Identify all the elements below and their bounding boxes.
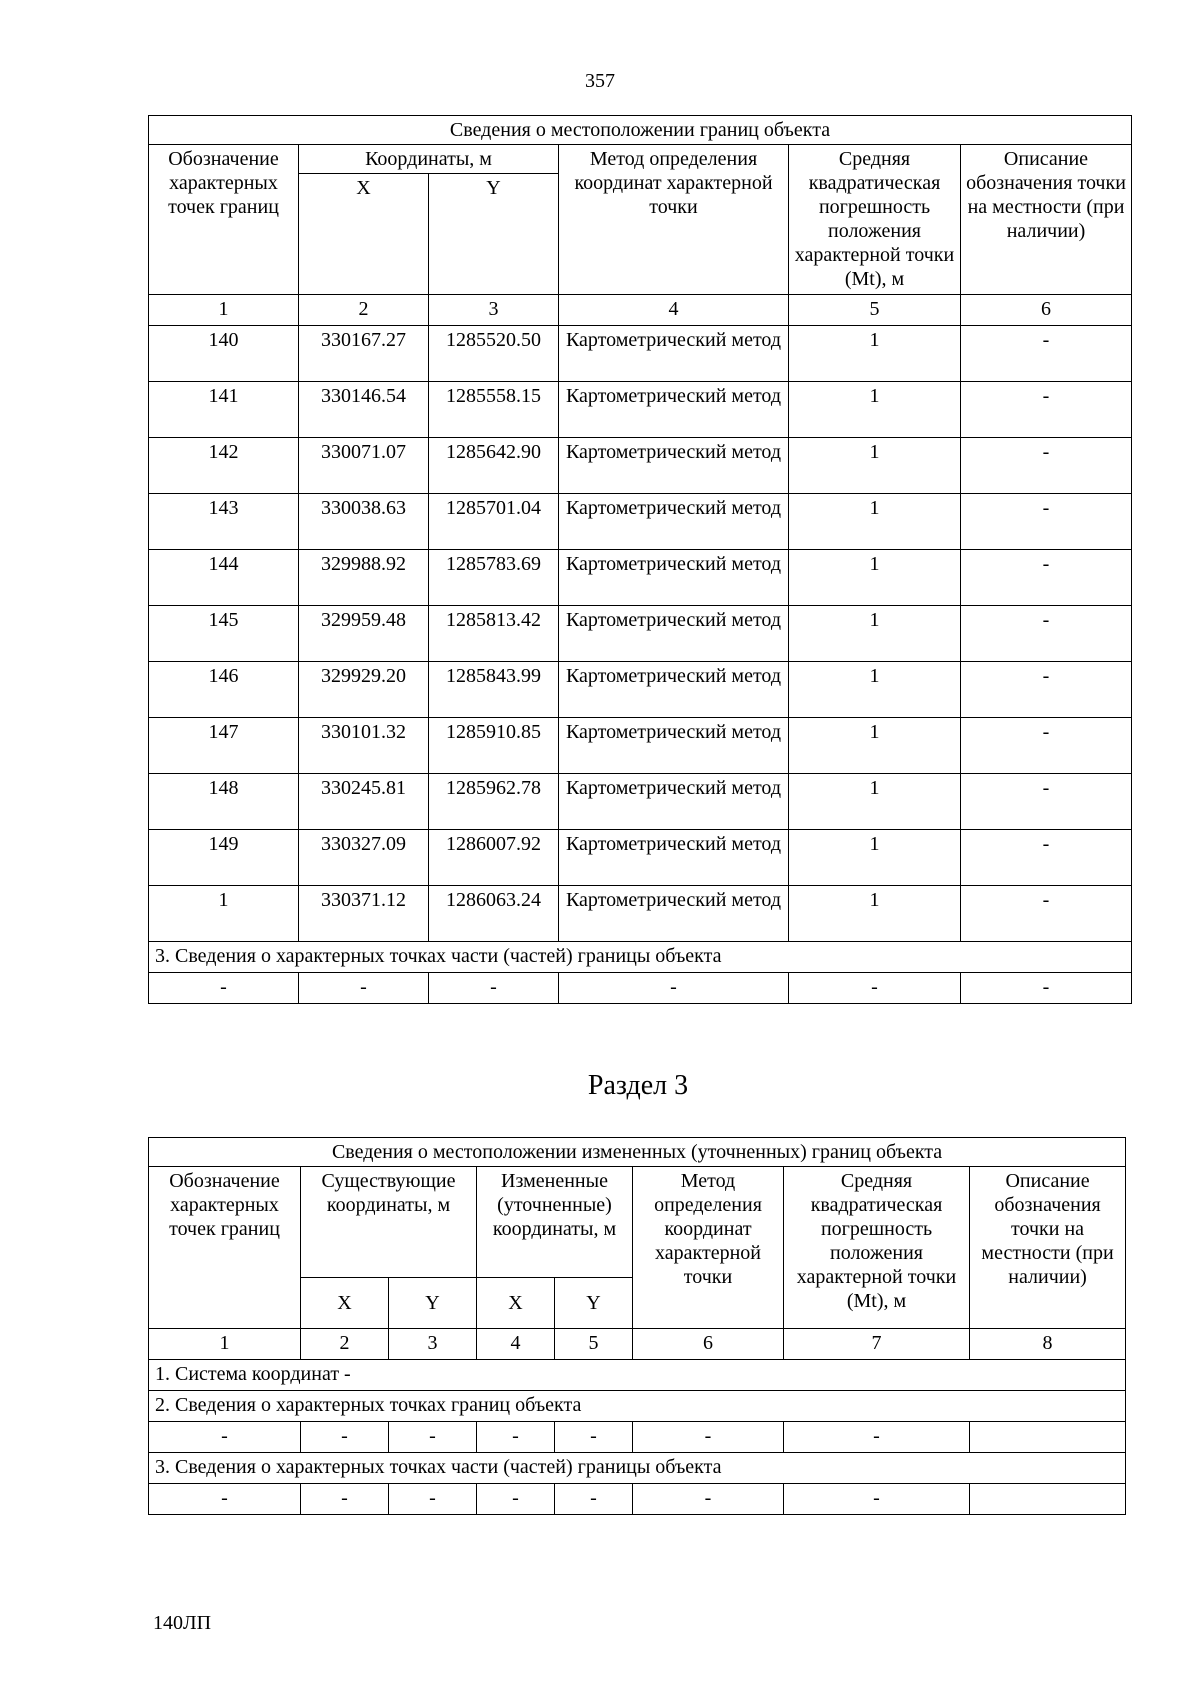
point-number-cell: 141: [149, 382, 299, 438]
error-cell: 1: [789, 718, 961, 774]
y-coordinate-cell: 1285783.69: [429, 550, 559, 606]
x-coordinate-cell: 330071.07: [299, 438, 429, 494]
table-cell: -: [149, 1422, 301, 1453]
y-coordinate-cell: 1285642.90: [429, 438, 559, 494]
y-coordinate-cell: 1285962.78: [429, 774, 559, 830]
column-number: 6: [961, 295, 1132, 326]
table-cell: -: [633, 1484, 784, 1515]
method-cell: Картометрический метод: [559, 550, 789, 606]
changed-boundary-table: [148, 1137, 1126, 1515]
coordinate-system-heading: 1. Система координат -: [149, 1360, 1126, 1391]
section-title: Раздел 3: [587, 1070, 689, 1101]
description-cell: -: [961, 438, 1132, 494]
point-number-cell: 145: [149, 606, 299, 662]
table-cell: -: [559, 973, 789, 1004]
header-changed-y: Y: [555, 1278, 633, 1329]
table-title: Сведения о местоположении измененных (уточненных) границ объекта: [149, 1138, 1126, 1167]
table-cell: -: [789, 973, 961, 1004]
boundary-location-table: [148, 115, 1132, 1004]
header-x: X: [299, 174, 429, 295]
header-existing-x: X: [301, 1278, 389, 1329]
header-description: Описание обозначения точки на местности (при наличии): [961, 145, 1132, 295]
y-coordinate-cell: 1285558.15: [429, 382, 559, 438]
description-cell: -: [961, 326, 1132, 382]
table-cell: -: [389, 1484, 477, 1515]
column-number: 2: [299, 295, 429, 326]
x-coordinate-cell: 329959.48: [299, 606, 429, 662]
parts-section-heading: 3. Сведения о характерных точках части (частей) границы объекта: [149, 942, 1132, 973]
header-designation: Обозначение характерных точек границ: [149, 1167, 301, 1329]
column-number: 1: [149, 295, 299, 326]
column-number: 2: [301, 1329, 389, 1360]
header-description: Описание обозначения точки на местности (при наличии): [970, 1167, 1126, 1329]
point-number-cell: 144: [149, 550, 299, 606]
table-row: [149, 438, 1132, 494]
header-existing-y: Y: [389, 1278, 477, 1329]
method-cell: Картометрический метод: [559, 886, 789, 942]
column-number: 8: [970, 1329, 1126, 1360]
x-coordinate-cell: 329988.92: [299, 550, 429, 606]
error-cell: 1: [789, 830, 961, 886]
x-coordinate-cell: 330146.54: [299, 382, 429, 438]
x-coordinate-cell: 330371.12: [299, 886, 429, 942]
header-method: Метод определения координат характерной точки: [633, 1167, 784, 1329]
table-cell: -: [429, 973, 559, 1004]
table-row: [149, 886, 1132, 942]
error-cell: 1: [789, 550, 961, 606]
y-coordinate-cell: 1286007.92: [429, 830, 559, 886]
column-number: 5: [555, 1329, 633, 1360]
description-cell: -: [961, 382, 1132, 438]
description-cell: -: [961, 886, 1132, 942]
description-cell: -: [961, 494, 1132, 550]
point-number-cell: 142: [149, 438, 299, 494]
x-coordinate-cell: 330038.63: [299, 494, 429, 550]
table-cell: -: [633, 1422, 784, 1453]
header-error: Средняя квадратическая погрешность положения характерной точки (Mt), м: [784, 1167, 970, 1329]
column-number: 4: [559, 295, 789, 326]
parts-section-heading: 3. Сведения о характерных точках части (частей) границы объекта: [149, 1453, 1126, 1484]
table-title: Сведения о местоположении границ объекта: [149, 116, 1132, 145]
column-number: 4: [477, 1329, 555, 1360]
method-cell: Картометрический метод: [559, 326, 789, 382]
point-number-cell: 146: [149, 662, 299, 718]
description-cell: -: [961, 662, 1132, 718]
page-number: 357: [585, 70, 615, 92]
table-cell: -: [784, 1484, 970, 1515]
header-error: Средняя квадратическая погрешность положения характерной точки (Mt), м: [789, 145, 961, 295]
table-row: [149, 774, 1132, 830]
column-number: 7: [784, 1329, 970, 1360]
table-cell: -: [961, 973, 1132, 1004]
y-coordinate-cell: 1285813.42: [429, 606, 559, 662]
table-cell: -: [301, 1484, 389, 1515]
header-designation: Обозначение характерных точек границ: [149, 145, 299, 295]
method-cell: Картометрический метод: [559, 718, 789, 774]
column-number: 6: [633, 1329, 784, 1360]
y-coordinate-cell: 1286063.24: [429, 886, 559, 942]
point-number-cell: 143: [149, 494, 299, 550]
table-cell: -: [389, 1422, 477, 1453]
header-changed-coordinates: Измененные (уточненные) координаты, м: [477, 1167, 633, 1278]
table-row: [149, 662, 1132, 718]
header-existing-coordinates: Существующие координаты, м: [301, 1167, 477, 1278]
table-row: [149, 326, 1132, 382]
x-coordinate-cell: 330101.32: [299, 718, 429, 774]
table-cell: -: [555, 1484, 633, 1515]
table-cell: [970, 1484, 1126, 1515]
table-cell: -: [149, 973, 299, 1004]
point-number-cell: 148: [149, 774, 299, 830]
column-number: 3: [429, 295, 559, 326]
point-number-cell: 140: [149, 326, 299, 382]
column-number: 5: [789, 295, 961, 326]
point-number-cell: 149: [149, 830, 299, 886]
error-cell: 1: [789, 438, 961, 494]
footer-code: 140ЛП: [153, 1612, 212, 1634]
x-coordinate-cell: 330167.27: [299, 326, 429, 382]
table-row: [149, 718, 1132, 774]
table-cell: -: [784, 1422, 970, 1453]
method-cell: Картометрический метод: [559, 606, 789, 662]
description-cell: -: [961, 718, 1132, 774]
error-cell: 1: [789, 494, 961, 550]
point-number-cell: 1: [149, 886, 299, 942]
table-cell: -: [299, 973, 429, 1004]
column-number: 3: [389, 1329, 477, 1360]
column-number: 1: [149, 1329, 301, 1360]
table-cell: -: [149, 1484, 301, 1515]
table-cell: -: [477, 1422, 555, 1453]
method-cell: Картометрический метод: [559, 662, 789, 718]
header-coordinates: Координаты, м: [299, 145, 559, 174]
error-cell: 1: [789, 774, 961, 830]
y-coordinate-cell: 1285701.04: [429, 494, 559, 550]
table-cell: -: [301, 1422, 389, 1453]
points-section-heading: 2. Сведения о характерных точках границ объекта: [149, 1391, 1126, 1422]
table-row: [149, 606, 1132, 662]
error-cell: 1: [789, 382, 961, 438]
table-cell: -: [555, 1422, 633, 1453]
description-cell: -: [961, 550, 1132, 606]
description-cell: -: [961, 774, 1132, 830]
table-row: [149, 830, 1132, 886]
y-coordinate-cell: 1285843.99: [429, 662, 559, 718]
method-cell: Картометрический метод: [559, 494, 789, 550]
x-coordinate-cell: 329929.20: [299, 662, 429, 718]
header-method: Метод определения координат характерной точки: [559, 145, 789, 295]
description-cell: -: [961, 830, 1132, 886]
x-coordinate-cell: 330327.09: [299, 830, 429, 886]
table-row: [149, 494, 1132, 550]
table-row: [149, 550, 1132, 606]
error-cell: 1: [789, 662, 961, 718]
method-cell: Картометрический метод: [559, 382, 789, 438]
error-cell: 1: [789, 606, 961, 662]
error-cell: 1: [789, 326, 961, 382]
description-cell: -: [961, 606, 1132, 662]
y-coordinate-cell: 1285520.50: [429, 326, 559, 382]
method-cell: Картометрический метод: [559, 830, 789, 886]
table-row: [149, 382, 1132, 438]
header-changed-x: X: [477, 1278, 555, 1329]
table-cell: -: [477, 1484, 555, 1515]
y-coordinate-cell: 1285910.85: [429, 718, 559, 774]
x-coordinate-cell: 330245.81: [299, 774, 429, 830]
method-cell: Картометрический метод: [559, 774, 789, 830]
table-cell: [970, 1422, 1126, 1453]
method-cell: Картометрический метод: [559, 438, 789, 494]
header-y: Y: [429, 174, 559, 295]
error-cell: 1: [789, 886, 961, 942]
point-number-cell: 147: [149, 718, 299, 774]
